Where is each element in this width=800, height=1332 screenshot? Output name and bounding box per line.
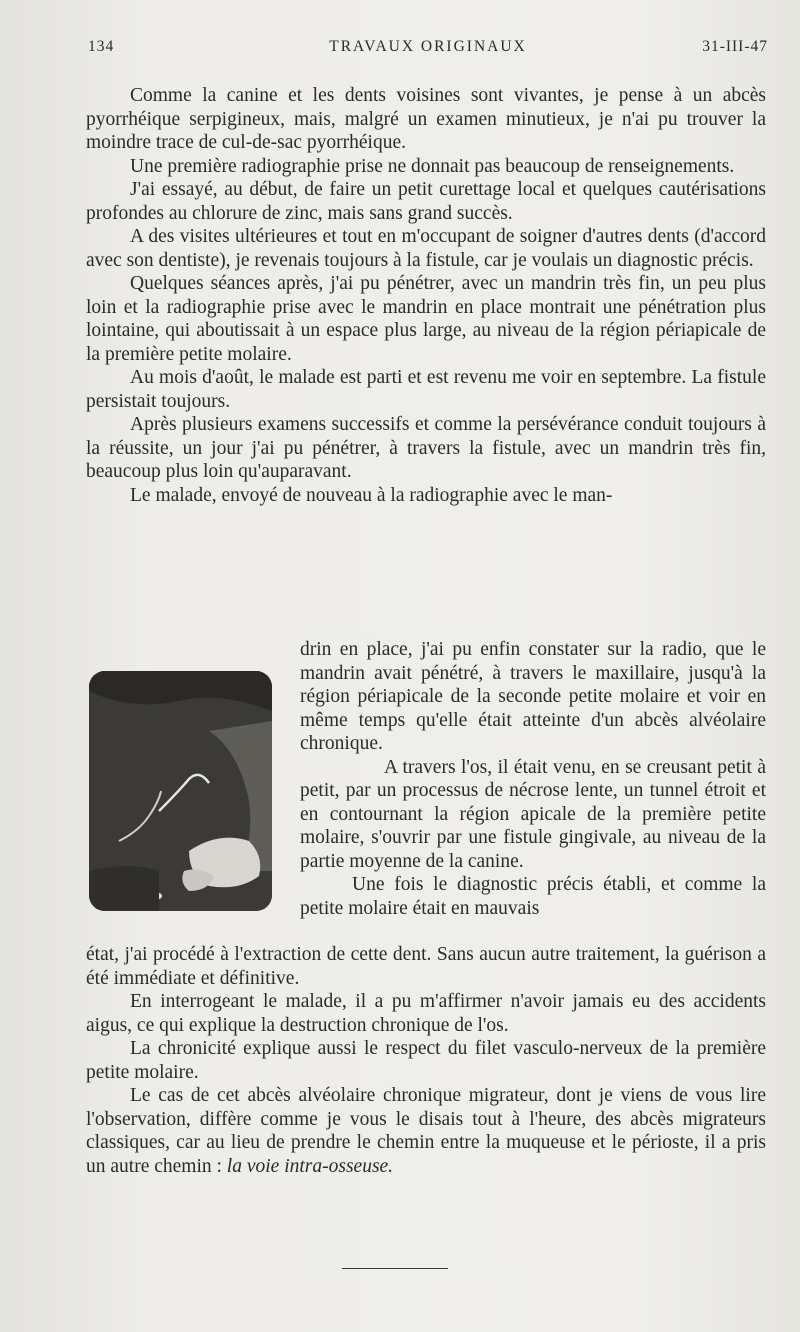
section-end-rule: [342, 1268, 448, 1269]
paragraph: Après plusieurs examens successifs et comme la persévérance conduit toujours à la réussite, un jour j'ai pu pénétrer, à travers la fistule, avec un mandrin très fin, beaucoup plus loin qu'auparavant.: [86, 414, 766, 482]
paragraph: La chronicité explique aussi le respect du filet vasculo-nerveux de la première petite molaire.: [86, 1038, 766, 1083]
radiograph-image: [89, 671, 272, 911]
radiograph-drawing: [89, 671, 272, 911]
running-title: TRAVAUX ORIGINAUX: [329, 38, 527, 55]
paragraph: drin en place, j'ai pu enfin constater sur la radio, que le mandrin avait pénétré, à travers le maxillaire, jusqu'à la région périapicale de la seconde petite molaire et voir en même temps qu'elle était atteinte d'un abcès alvéolaire chronique.: [300, 639, 766, 754]
paragraph: J'ai essayé, au début, de faire un petit curettage local et quelques cautérisations profondes au chlorure de zinc, mais sans grand succès.: [86, 179, 766, 224]
page-number: 134: [88, 38, 115, 55]
body-text-top: [86, 84, 766, 507]
paragraph: A travers l'os, il était venu, en se creusant petit à petit, par un processus de nécrose lente, un tunnel étroit et en contournant la région apicale de la première petite molaire, s'ouvrir par une fistule gingivale, au niveau de la partie moyenne de la canine.: [300, 756, 766, 872]
paragraph: Comme la canine et les dents voisines sont vivantes, je pense à un abcès pyorrhéique serpigineux, mais, malgré un examen minutieux, je n'ai pu trouver la moindre trace de cul-de-sac pyorrhéique.: [86, 85, 766, 153]
paragraph: [86, 1084, 766, 1178]
paragraph: Quelques séances après, j'ai pu pénétrer, avec un mandrin très fin, un peu plus loin et la radiographie prise avec le mandrin en place montrait une pénétration plus lointaine, qui aboutissait à un espace plus large, au niveau de la région périapicale de la première petite molaire.: [86, 273, 766, 365]
paragraph: En interrogeant le malade, il a pu m'affirmer n'avoir jamais eu des accidents aigus, ce qui explique la destruction chronique de l'os.: [86, 991, 766, 1036]
text-beside-figure: [300, 638, 766, 920]
paragraph: Une fois le diagnostic précis établi, et comme la petite molaire était en mauvais: [300, 874, 766, 919]
italic-phrase: la voie intra-osseuse.: [226, 1155, 394, 1177]
paragraph: état, j'ai procédé à l'extraction de cette dent. Sans aucun autre traitement, la guérison a été immédiate et définitive.: [86, 944, 766, 989]
body-text-bottom: [86, 943, 766, 1178]
paragraph: Une première radiographie prise ne donnait pas beaucoup de renseignements.: [130, 155, 735, 177]
paragraph: Le malade, envoyé de nouveau à la radiographie avec le man-: [130, 484, 613, 506]
paragraph: Au mois d'août, le malade est parti et est revenu me voir en septembre. La fistule persistait toujours.: [86, 367, 766, 412]
issue-date: 31-III-47: [702, 38, 768, 55]
running-header: [88, 38, 768, 64]
paragraph-text: Le cas de cet abcès alvéolaire chronique migrateur, dont je viens de vous lire l'observation, diffère comme je vous le disais tout à l'heure, des abcès migrateurs classiques, car au lieu de prendre le chemin entre la muqueuse et le périoste, il a pris un autre chemin :: [86, 1085, 766, 1177]
paragraph: A des visites ultérieures et tout en m'occupant de soigner d'autres dents (d'accord avec son dentiste), je revenais toujours à la fistule, car je voulais un diagnostic précis.: [86, 226, 766, 271]
